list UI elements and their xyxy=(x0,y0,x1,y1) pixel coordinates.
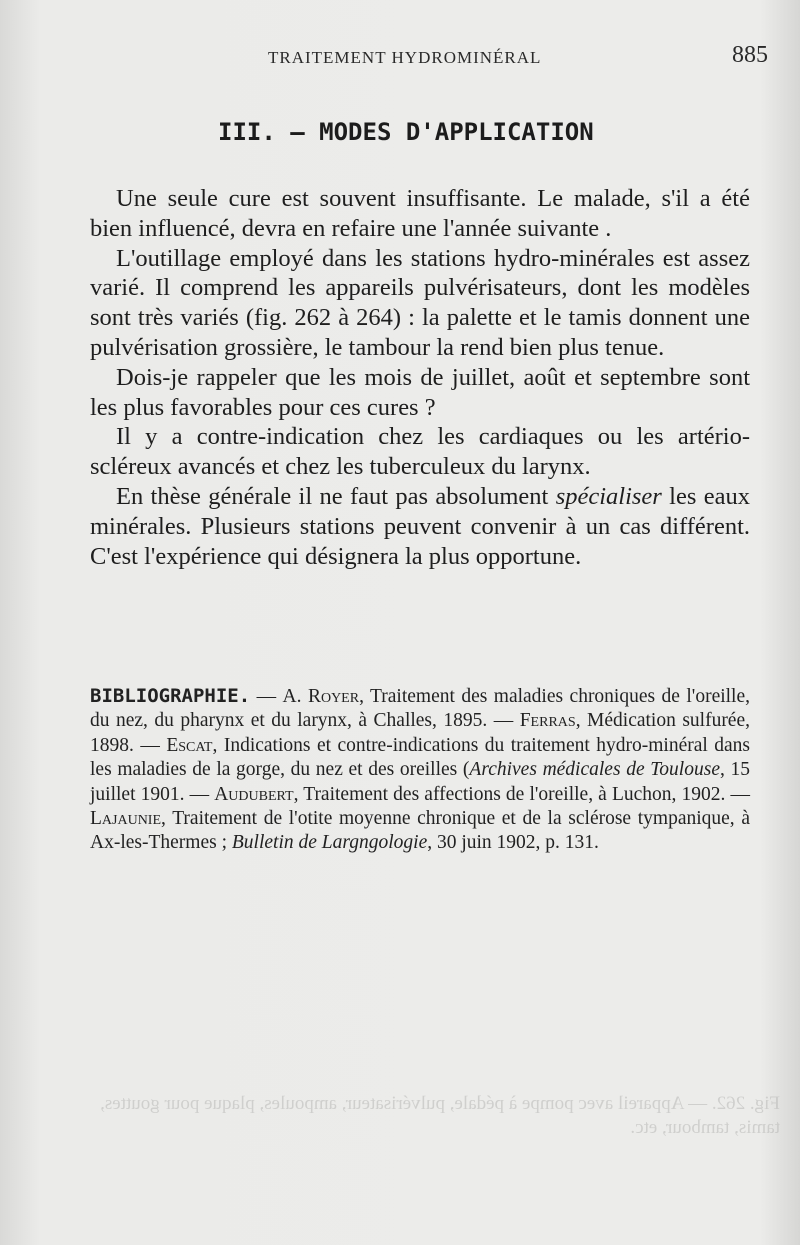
author-audubert: Audubert xyxy=(214,783,294,805)
paragraph-2: L'outillage employé dans les stations hydro-minérales est assez varié. Il comprend les appareils pulvérisateurs, dont les modèles sont très variés (fig. 262 à 264) : la palette et le tamis donnent une pulvérisation grossière, le tambour la rend bien plus tenue. xyxy=(90,244,750,361)
journal-bulletin: Bulletin de Largngologie xyxy=(231,832,428,854)
bibliography-dash: — xyxy=(250,686,283,707)
entry-audubert: , Traitement des affections de l'oreille, à Luchon, 1902. — xyxy=(293,783,750,805)
section-title: III. — MODES D'APPLICATION xyxy=(218,118,594,146)
show-through-text: Fig. 262. — Appareil avec pompe à pédale, pulvérisateur, ampoules, plaque pour gouttes, tamis, tambour, etc. xyxy=(100,1093,780,1138)
entry-escat-a: , Indications et contre-indications du traitement hydro-minéral dans les maladies de la gorge, du nez et des oreilles ( xyxy=(90,734,751,781)
entry-royer: , Traitement des maladies chroniques de l'oreille, du nez, du pharynx et du larynx, à Challes, 1895. — xyxy=(90,686,751,732)
paragraph-5-emphasis: spécialiser xyxy=(555,482,662,510)
author-royer: A. Royer xyxy=(282,686,360,707)
author-lajaunie: Lajaunie xyxy=(90,808,162,830)
paragraph-5-end: les eaux minérales. Plusieurs stations peuvent convenir à un cas différent. C'est l'expérience qui désignera la plus opportune. xyxy=(90,482,750,570)
running-title: TRAITEMENT HYDROMINÉRAL xyxy=(268,48,542,67)
paragraph-4: Il y a contre-indication chez les cardiaques ou les artério-scléreux avancés et chez les tuberculeux du larynx. xyxy=(90,423,750,481)
entry-lajaunie-b: , 30 juin 1902, p. 131. xyxy=(427,832,599,854)
journal-archives: Archives médicales de Toulouse xyxy=(469,759,720,781)
paragraph-3: Dois-je rappeler que les mois de juillet, août et septembre sont les plus favorables pour ces cures ? xyxy=(90,363,750,421)
author-ferras: Ferras xyxy=(519,710,576,732)
paragraph-1: Une seule cure est souvent insuffisante. Le malade, s'il a été bien influencé, devra en refaire une l'année suivante . xyxy=(90,185,750,242)
bibliography-heading: BIBLIOGRAPHIE. xyxy=(90,685,251,707)
body-text xyxy=(90,184,750,571)
paragraph-5 xyxy=(90,482,750,571)
author-escat: Escat xyxy=(166,734,213,756)
entry-ferras: , Médication sulfurée, 1898. — xyxy=(90,710,750,756)
bibliography xyxy=(90,684,750,856)
entry-escat-b: , 15 juillet 1901. — xyxy=(90,759,751,805)
paragraph-5-start: En thèse générale il ne faut pas absolument xyxy=(116,482,556,510)
page-number: 885 xyxy=(732,42,768,68)
entry-lajaunie-a: , Traitement de l'otite moyenne chronique et de la sclérose tympanique, à Ax-les-Thermes ; xyxy=(90,808,750,854)
